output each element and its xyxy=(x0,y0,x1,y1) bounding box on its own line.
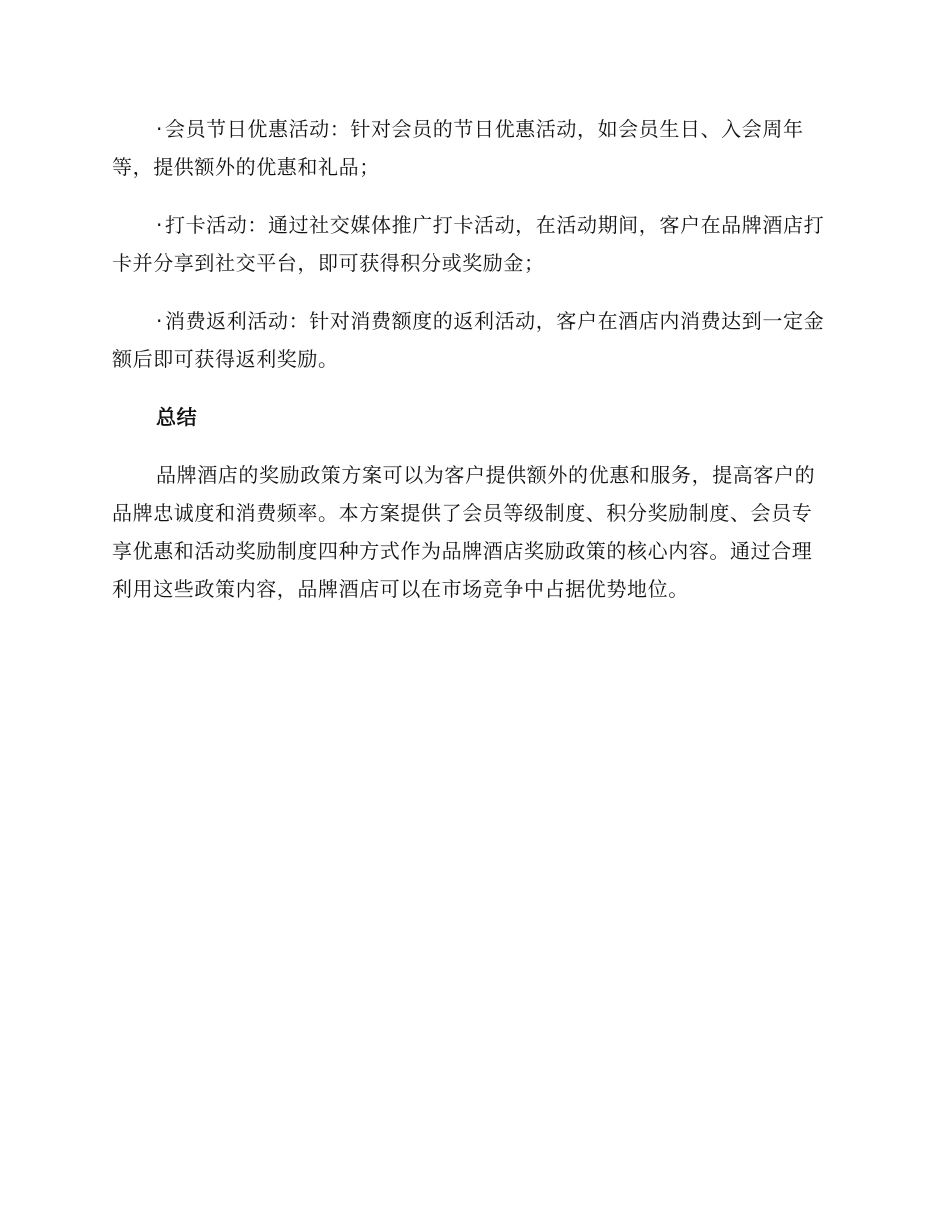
bullet-text: 会员节日优惠活动：针对会员的节日优惠活动，如会员生日、入会周年等，提供额外的优惠和礼品； xyxy=(112,117,804,179)
bullet-mark: · xyxy=(156,117,163,141)
bullet-item-checkin xyxy=(112,206,832,282)
bullet-text: 打卡活动：通过社交媒体推广打卡活动，在活动期间，客户在品牌酒店打卡并分享到社交平台，即可获得积分或奖励金； xyxy=(112,213,825,275)
bullet-mark: · xyxy=(156,309,163,333)
bullet-item-rebate xyxy=(112,302,832,378)
bullet-mark: · xyxy=(156,213,163,237)
bullet-item-member-holiday xyxy=(112,110,832,186)
summary-paragraph: 品牌酒店的奖励政策方案可以为客户提供额外的优惠和服务，提高客户的品牌忠诚度和消费频率。本方案提供了会员等级制度、积分奖励制度、会员专享优惠和活动奖励制度四种方式作为品牌酒店奖励政策的核心内容。通过合理利用这些政策内容，品牌酒店可以在市场竞争中占据优势地位。 xyxy=(112,463,816,601)
bullet-text: 消费返利活动：针对消费额度的返利活动，客户在酒店内消费达到一定金额后即可获得返利奖励。 xyxy=(112,309,825,371)
section-title-summary: 总结 xyxy=(156,405,198,429)
document-page xyxy=(112,110,832,608)
